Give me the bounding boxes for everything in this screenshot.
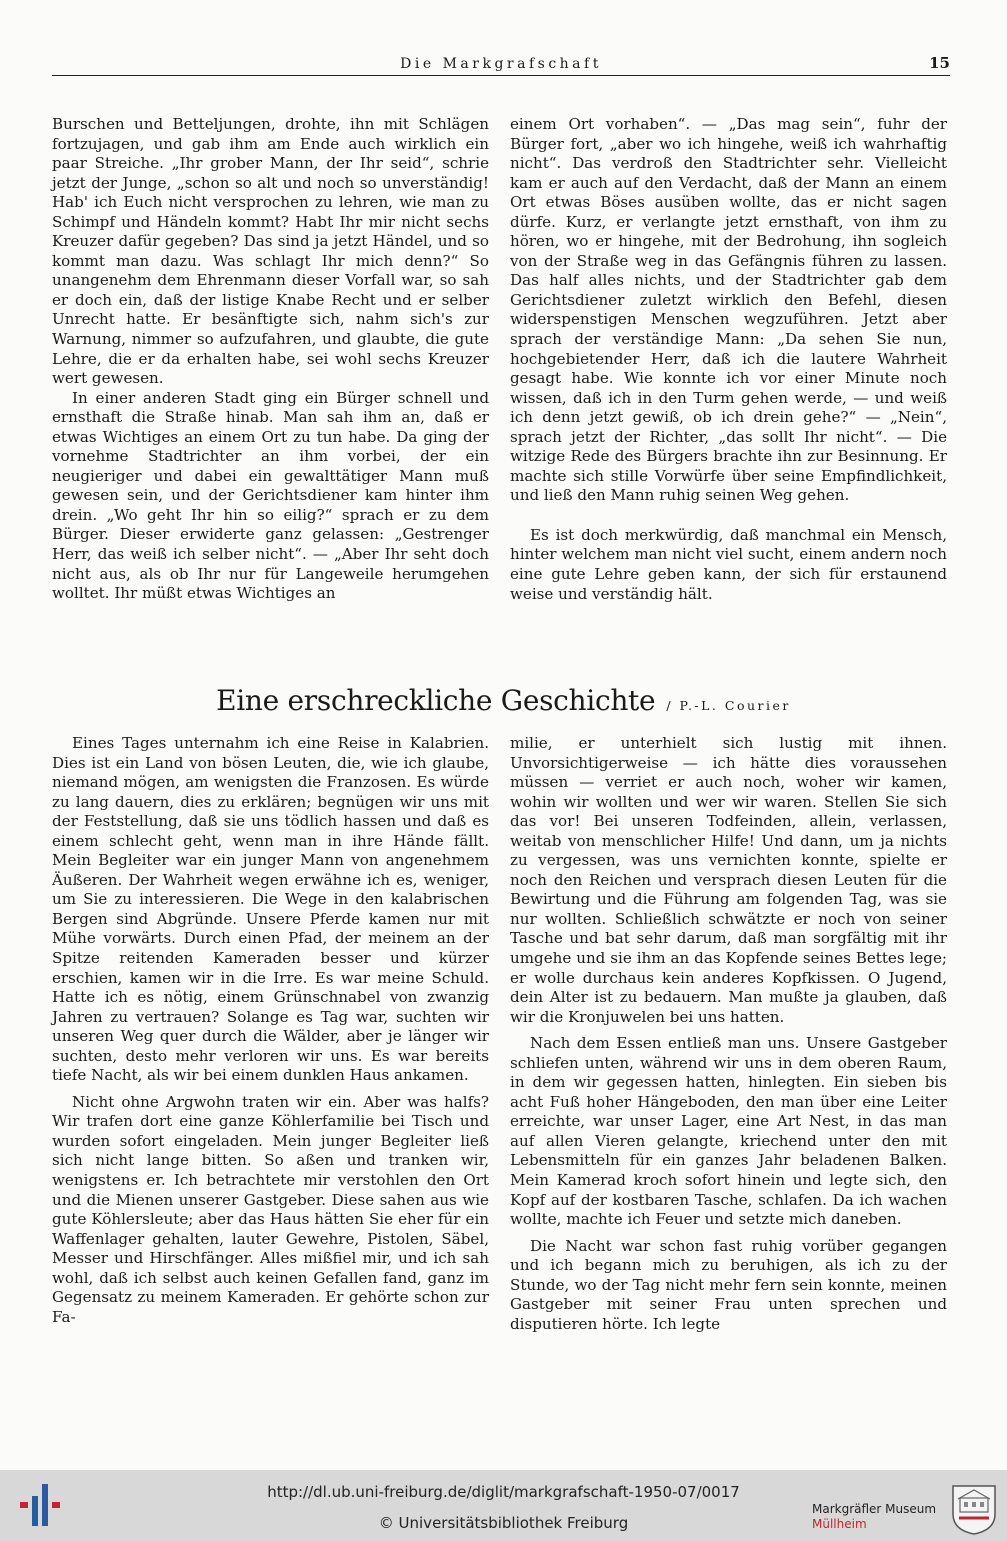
- lower-left-column: [52, 734, 489, 1327]
- paragraph: einem Ort vorhaben“. — „Das mag sein“, fuhr der Bürger fort, „aber wo ich hingehe, weiß ich wahrhaftig nicht“. Das verdroß den Stadtrichter sehr. Vielleicht kam er auch auf den Verdacht, daß der Mann an einem Ort etwas Böses ausüben wollte, das er nicht sagen dürfe. Kurz, er verlangte jetzt ernsthaft, von ihm zu hören, wo er hingehe, mit der Bedrohung, ihn sogleich von der Straße weg in das Gefängnis führen zu lassen. Das half alles nichts, und der Stadtrichter gab dem Gerichtsdiener zuletzt wirklich den Befehl, diesen widerspenstigen Menschen wegzuführen. Jetzt aber sprach der verständige Mann: „Da sehen Sie nun, hochgebietender Herr, daß ich die lautere Wahrheit gesagt habe. Wie konnte ich vor einer Minute noch wissen, daß ich in den Turm gehen werde, — und weiß ich denn jetzt gewiß, ob ich drein gehe?“ — „Nein“, sprach jetzt der Richter, „das sollt Ihr nicht“. — Die witzige Rede des Bürgers brachte ihn zur Besinnung. Er machte sich stille Vorwürfe über seine Empfindlichkeit, und ließ den Mann ruhig seinen Weg gehen.: [510, 115, 947, 505]
- paragraph: Nach dem Essen entließ man uns. Unsere Gastgeber schliefen unten, während wir uns in dem oberen Raum, in dem wir gegessen hatten, hinlegten. Ein sieben bis acht Fuß hoher Hängeboden, den man über eine Leiter erreichte, war unser Lager, eine Art Nest, in das man auf allen Vieren gelangte, kriechend unter den mit Lebensmitteln für ein ganzes Jahr beladenen Balken. Mein Kamerad kroch sofort hinein und legte sich, den Kopf auf der kostbaren Tasche, schlafen. Da ich wachen wollte, machte ich Feuer und setzte mich daneben.: [510, 1034, 947, 1229]
- journal-title: Die Markgrafschaft: [400, 56, 602, 72]
- running-header: [52, 54, 950, 76]
- article-author: / P.-L. Courier: [666, 698, 791, 713]
- top-left-column: [52, 115, 489, 604]
- museum-name: Markgräfler Museum: [812, 1502, 937, 1516]
- museum-label: [812, 1502, 936, 1532]
- museum-crest-icon: [951, 1484, 997, 1536]
- article-title: Eine erschreckliche Geschichte: [216, 684, 656, 717]
- top-right-column: [510, 115, 947, 604]
- paragraph: Die Nacht war schon fast ruhig vorüber gegangen und ich begann mich zu beruhigen, als ich zu der Stunde, wo der Tag nicht mehr fern sein konnte, meinen Gastgeber mit seiner Frau unten sprechen und disputieren hörte. Ich legte: [510, 1236, 947, 1333]
- lower-right-column: [510, 734, 947, 1334]
- paragraph: Eines Tages unternahm ich eine Reise in Kalabrien. Dies ist ein Land von bösen Leuten, die, wie ich glaube, niemand mögen, am wenigsten die Franzosen. Es würde zu lang dauern, dies zu erklären; begnügen wir uns mit der Feststellung, daß sie uns tödlich hassen und daß es einem schlecht geht, wenn man in ihre Hände fällt. Mein Begleiter war ein junger Mann von angenehmem Äußeren. Der Wahrheit wegen erwähne ich es, weniger, um Sie zu interessieren. Die Wege in den kalabrischen Bergen sind Abgründe. Unsere Pferde kamen nur mit Mühe vorwärts. Durch einen Pfad, der meinem an der Spitze reitenden Kameraden besser und kürzer erschien, kamen wir in die Irre. Es war meine Schuld. Hatte ich es nötig, einem Grünschnabel von zwanzig Jahren zu vertrauen? Solange es Tag war, suchten wir unseren Weg quer durch die Wälder, aber je länger wir suchten, desto mehr verloren wir uns. Es war bereits tiefe Nacht, als wir bei einem dunklen Haus ankamen.: [52, 734, 489, 1085]
- paragraph: Nicht ohne Argwohn traten wir ein. Aber was halfs? Wir trafen dort eine ganze Köhlerfamilie bei Tisch und wurden sofort eingeladen. Mein junger Begleiter ließ sich nicht lange bitten. So aßen und tranken wir, wenigstens er. Ich betrachtete mir verstohlen den Ort und die Mienen unserer Gastgeber. Diese sahen aus wie gute Köhlersleute; aber das Haus hätten Sie eher für ein Waffenlager gehalten, lauter Gewehre, Pistolen, Säbel, Messer und Hirschfänger. Alles mißfiel mir, und ich sah wohl, daß ich selbst auch keinen Gefallen fand, ganz im Gegensatz zu meinem Kameraden. Er gehörte schon zur Fa-: [52, 1092, 489, 1326]
- paragraph: Burschen und Betteljungen, drohte, ihn mit Schlägen fortzujagen, und gab ihm am Ende auch wirklich ein paar Streiche. „Ihr grober Mann, der Ihr seid“, schrie jetzt der Junge, „schon so alt und noch so unverständig! Hab' ich Euch nicht versprochen zu lehren, wie man zu Schimpf und Händeln kommt? Habt Ihr mir nicht sechs Kreuzer dafür gegeben? Das sind ja jetzt Händel, und so kommt man dazu. Was schlagt Ihr mich denn?“ So unangenehm dem Ehrenmann dieser Vorfall war, so sah er doch ein, daß der listige Knabe Recht und er selber Unrecht hatte. Er besänftigte sich, nahm sich's zur Warnung, nimmer so aufzufahren, und glaubte, die gute Lehre, die er da erhalten habe, sei wohl sechs Kreuzer wert gewesen.: [52, 115, 489, 388]
- paragraph: Es ist doch merkwürdig, daß manchmal ein Mensch, hinter welchem man nicht viel sucht, einem andern noch eine gute Lehre geben kann, der sich für erstaunend weise und verständig hält.: [510, 525, 947, 603]
- source-url-link[interactable]: http://dl.ub.uni-freiburg.de/diglit/markgrafschaft-1950-07/0017: [267, 1483, 740, 1501]
- paragraph: milie, er unterhielt sich lustig mit ihnen. Unvorsichtigerweise — ich hätte dies voraussehen müssen — verriet er auch noch, woher wir kamen, wohin wir wollten und wer wir waren. Stellen Sie sich das vor! Bei unseren Todfeinden, allein, verlassen, weitab von menschlicher Hilfe! Und dann, um ja nichts zu vergessen, was uns vernichten konnte, spielte er noch den Reichen und versprach diesen Leuten für die Bewirtung und die Führung am folgenden Tag, was sie nur wollten. Schließlich schwätzte er noch von seiner Tasche und bat sehr darum, daß man sorgfältig mit ihr umgehe und sie ihm an das Kopfende seines Bettes lege; er wolle durchaus kein anderes Kopfkissen. O Jugend, dein Alter ist zu bedauern. Man mußte ja glauben, daß wir die Kronjuwelen bei uns hatten.: [510, 734, 947, 1026]
- header-rule: [52, 75, 950, 76]
- digitization-footer: [0, 1470, 1007, 1541]
- page-number: 15: [929, 54, 950, 72]
- article-headline: [0, 684, 1007, 717]
- copyright-text: © Universitätsbibliothek Freiburg: [378, 1514, 629, 1532]
- paragraph: In einer anderen Stadt ging ein Bürger schnell und ernsthaft die Straße hinab. Man sah ihm an, daß er etwas Wichtiges an einem Ort zu tun habe. Da ging der vornehme Stadtrichter an ihm vorbei, der ein neugieriger und dabei ein gewalttätiger Mann muß gewesen sein, und der Gerichtsdiener kam hinter ihm drein. „Wo geht Ihr hin so eilig?“ sprach er zu dem Bürger. Dieser erwiderte ganz gelassen: „Gestrenger Herr, das weiß ich selber nicht“. — „Aber Ihr seht doch nicht aus, als ob Ihr nur für Langeweile herumgehen wolltet. Ihr müßt etwas Wichtiges an: [52, 388, 489, 603]
- museum-city: Müllheim: [812, 1517, 867, 1531]
